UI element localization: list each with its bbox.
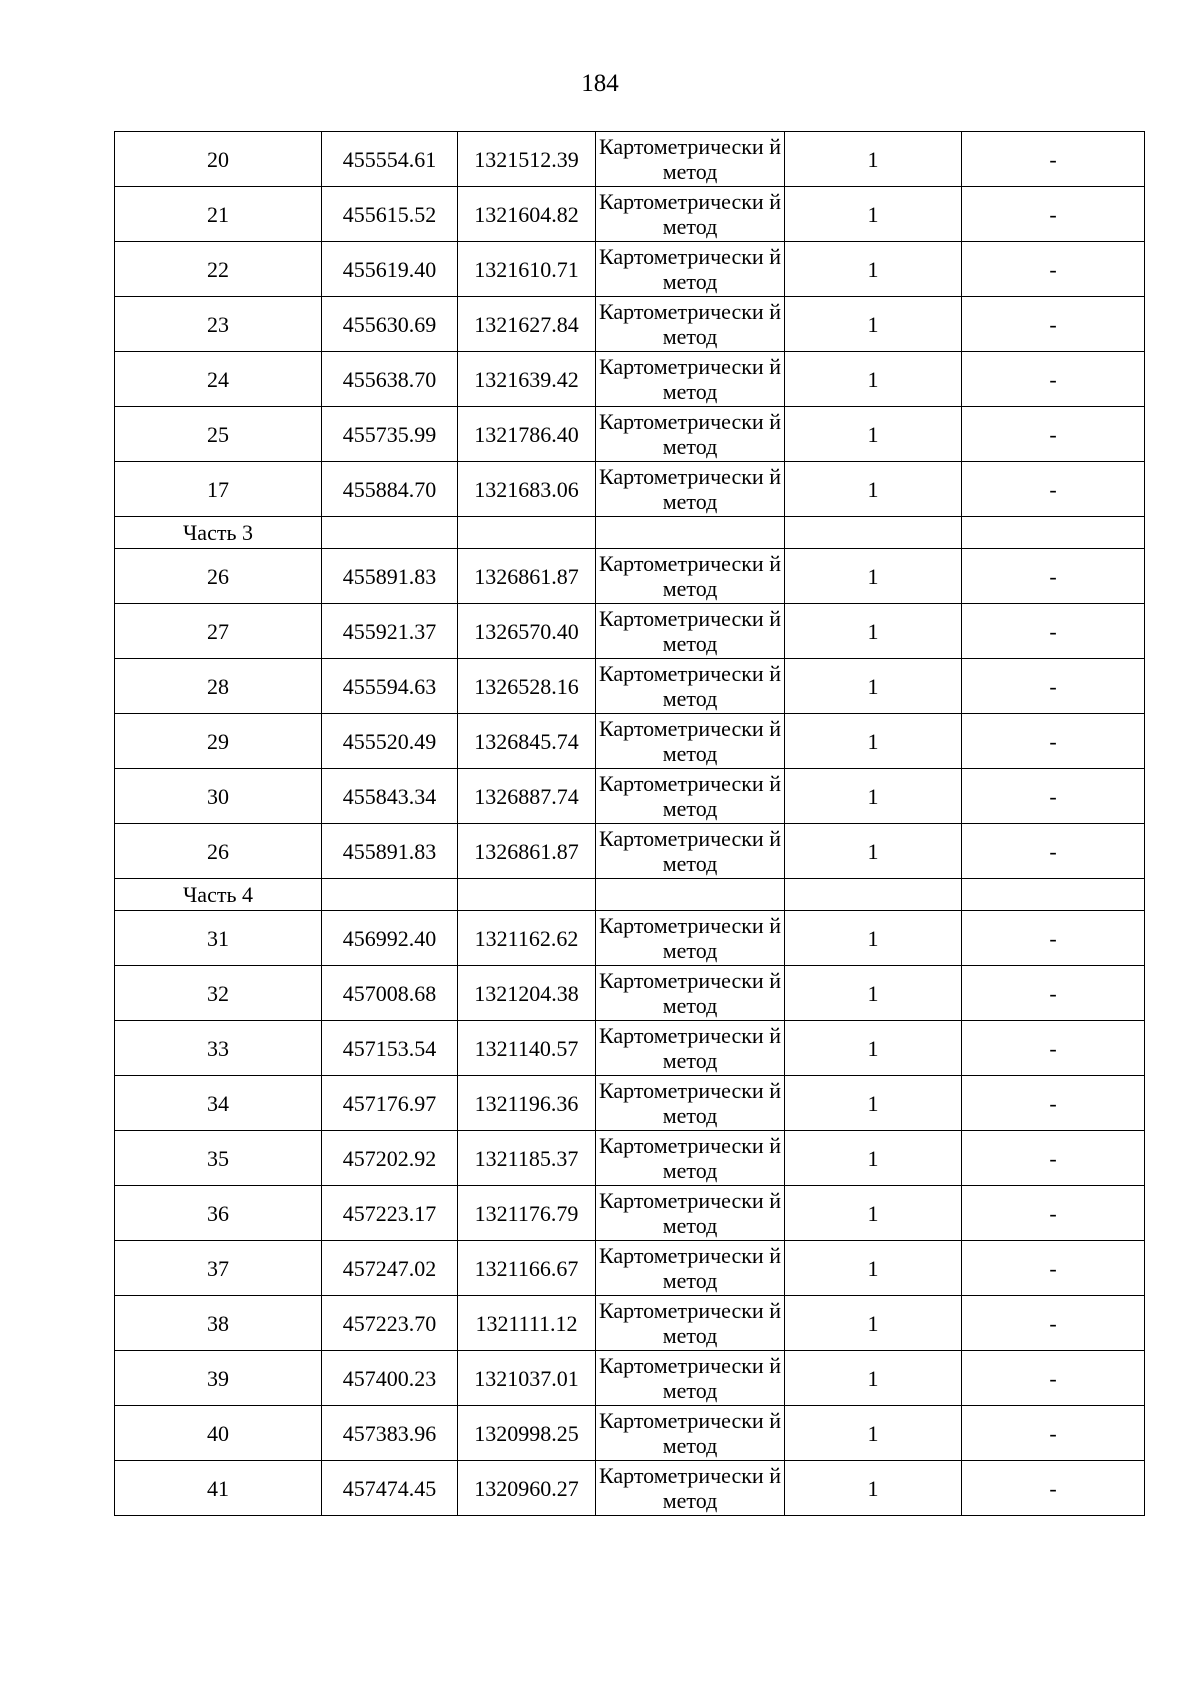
x-coordinate-cell: 455891.83 — [322, 824, 458, 879]
point-number-cell: 37 — [115, 1241, 322, 1296]
accuracy-cell: 1 — [785, 352, 962, 407]
table-row — [115, 659, 1145, 714]
x-coordinate-cell: 457223.17 — [322, 1186, 458, 1241]
method-cell: Картометрически й метод — [596, 604, 785, 659]
table-row — [115, 769, 1145, 824]
method-cell: Картометрически й метод — [596, 297, 785, 352]
point-number-cell: 24 — [115, 352, 322, 407]
y-coordinate-cell: 1321512.39 — [458, 132, 596, 187]
accuracy-cell: 1 — [785, 187, 962, 242]
point-number-cell: 33 — [115, 1021, 322, 1076]
point-number-cell: 25 — [115, 407, 322, 462]
method-cell: Картометрически й метод — [596, 769, 785, 824]
note-cell: - — [962, 1021, 1145, 1076]
accuracy-cell: 1 — [785, 911, 962, 966]
empty-cell — [458, 879, 596, 911]
accuracy-cell: 1 — [785, 966, 962, 1021]
y-coordinate-cell: 1321185.37 — [458, 1131, 596, 1186]
note-cell: - — [962, 187, 1145, 242]
part-header-row — [115, 879, 1145, 911]
note-cell: - — [962, 1296, 1145, 1351]
note-cell: - — [962, 769, 1145, 824]
note-cell: - — [962, 1186, 1145, 1241]
x-coordinate-cell: 455594.63 — [322, 659, 458, 714]
point-number-cell: 30 — [115, 769, 322, 824]
x-coordinate-cell: 457383.96 — [322, 1406, 458, 1461]
method-cell: Картометрически й метод — [596, 242, 785, 297]
table-row — [115, 1406, 1145, 1461]
point-number-cell: 41 — [115, 1461, 322, 1516]
point-number-cell: 28 — [115, 659, 322, 714]
part-header-row — [115, 517, 1145, 549]
y-coordinate-cell: 1326845.74 — [458, 714, 596, 769]
y-coordinate-cell: 1320960.27 — [458, 1461, 596, 1516]
note-cell: - — [962, 132, 1145, 187]
x-coordinate-cell: 455843.34 — [322, 769, 458, 824]
note-cell: - — [962, 407, 1145, 462]
accuracy-cell: 1 — [785, 1076, 962, 1131]
empty-cell — [322, 879, 458, 911]
point-number-cell: 22 — [115, 242, 322, 297]
point-number-cell: 26 — [115, 824, 322, 879]
table-row — [115, 604, 1145, 659]
y-coordinate-cell: 1321162.62 — [458, 911, 596, 966]
empty-cell — [458, 517, 596, 549]
empty-cell — [596, 517, 785, 549]
x-coordinate-cell: 455884.70 — [322, 462, 458, 517]
y-coordinate-cell: 1321683.06 — [458, 462, 596, 517]
note-cell: - — [962, 911, 1145, 966]
page-number: 184 — [581, 70, 619, 97]
table-row — [115, 1186, 1145, 1241]
table-row — [115, 966, 1145, 1021]
note-cell: - — [962, 462, 1145, 517]
method-cell: Картометрически й метод — [596, 352, 785, 407]
x-coordinate-cell: 457400.23 — [322, 1351, 458, 1406]
x-coordinate-cell: 456992.40 — [322, 911, 458, 966]
x-coordinate-cell: 455520.49 — [322, 714, 458, 769]
method-cell: Картометрически й метод — [596, 462, 785, 517]
table-row — [115, 1461, 1145, 1516]
note-cell: - — [962, 824, 1145, 879]
y-coordinate-cell: 1321204.38 — [458, 966, 596, 1021]
table-row — [115, 1296, 1145, 1351]
table-row — [115, 1021, 1145, 1076]
method-cell: Картометрически й метод — [596, 1131, 785, 1186]
note-cell: - — [962, 966, 1145, 1021]
method-cell: Картометрически й метод — [596, 1241, 785, 1296]
accuracy-cell: 1 — [785, 1241, 962, 1296]
table-row — [115, 824, 1145, 879]
accuracy-cell: 1 — [785, 604, 962, 659]
y-coordinate-cell: 1321639.42 — [458, 352, 596, 407]
part-label: Часть 3 — [115, 517, 322, 549]
point-number-cell: 29 — [115, 714, 322, 769]
y-coordinate-cell: 1321627.84 — [458, 297, 596, 352]
y-coordinate-cell: 1326861.87 — [458, 824, 596, 879]
note-cell: - — [962, 1406, 1145, 1461]
method-cell: Картометрически й метод — [596, 659, 785, 714]
point-number-cell: 23 — [115, 297, 322, 352]
table-row — [115, 407, 1145, 462]
y-coordinate-cell: 1326528.16 — [458, 659, 596, 714]
accuracy-cell: 1 — [785, 1296, 962, 1351]
method-cell: Картометрически й метод — [596, 187, 785, 242]
y-coordinate-cell: 1321196.36 — [458, 1076, 596, 1131]
note-cell: - — [962, 352, 1145, 407]
note-cell: - — [962, 1131, 1145, 1186]
point-number-cell: 35 — [115, 1131, 322, 1186]
accuracy-cell: 1 — [785, 1351, 962, 1406]
accuracy-cell: 1 — [785, 549, 962, 604]
x-coordinate-cell: 457223.70 — [322, 1296, 458, 1351]
note-cell: - — [962, 659, 1145, 714]
x-coordinate-cell: 455921.37 — [322, 604, 458, 659]
note-cell: - — [962, 604, 1145, 659]
method-cell: Картометрически й метод — [596, 1351, 785, 1406]
note-cell: - — [962, 549, 1145, 604]
point-number-cell: 40 — [115, 1406, 322, 1461]
x-coordinate-cell: 457474.45 — [322, 1461, 458, 1516]
x-coordinate-cell: 457176.97 — [322, 1076, 458, 1131]
x-coordinate-cell: 455735.99 — [322, 407, 458, 462]
x-coordinate-cell: 455638.70 — [322, 352, 458, 407]
point-number-cell: 39 — [115, 1351, 322, 1406]
table-row — [115, 1241, 1145, 1296]
y-coordinate-cell: 1321140.57 — [458, 1021, 596, 1076]
table-row — [115, 242, 1145, 297]
method-cell: Картометрически й метод — [596, 1461, 785, 1516]
x-coordinate-cell: 457153.54 — [322, 1021, 458, 1076]
empty-cell — [962, 517, 1145, 549]
x-coordinate-cell: 457008.68 — [322, 966, 458, 1021]
y-coordinate-cell: 1326861.87 — [458, 549, 596, 604]
note-cell: - — [962, 1351, 1145, 1406]
y-coordinate-cell: 1321610.71 — [458, 242, 596, 297]
accuracy-cell: 1 — [785, 132, 962, 187]
method-cell: Картометрически й метод — [596, 132, 785, 187]
accuracy-cell: 1 — [785, 1131, 962, 1186]
point-number-cell: 34 — [115, 1076, 322, 1131]
point-number-cell: 26 — [115, 549, 322, 604]
method-cell: Картометрически й метод — [596, 824, 785, 879]
y-coordinate-cell: 1321166.67 — [458, 1241, 596, 1296]
accuracy-cell: 1 — [785, 1461, 962, 1516]
point-number-cell: 27 — [115, 604, 322, 659]
method-cell: Картометрически й метод — [596, 1186, 785, 1241]
note-cell: - — [962, 1461, 1145, 1516]
accuracy-cell: 1 — [785, 1406, 962, 1461]
note-cell: - — [962, 1241, 1145, 1296]
point-number-cell: 32 — [115, 966, 322, 1021]
y-coordinate-cell: 1321176.79 — [458, 1186, 596, 1241]
y-coordinate-cell: 1321037.01 — [458, 1351, 596, 1406]
method-cell: Картометрически й метод — [596, 1021, 785, 1076]
point-number-cell: 21 — [115, 187, 322, 242]
table-row — [115, 462, 1145, 517]
x-coordinate-cell: 455891.83 — [322, 549, 458, 604]
point-number-cell: 20 — [115, 132, 322, 187]
method-cell: Картометрически й метод — [596, 549, 785, 604]
method-cell: Картометрически й метод — [596, 407, 785, 462]
accuracy-cell: 1 — [785, 242, 962, 297]
y-coordinate-cell: 1321111.12 — [458, 1296, 596, 1351]
note-cell: - — [962, 1076, 1145, 1131]
accuracy-cell: 1 — [785, 297, 962, 352]
point-number-cell: 31 — [115, 911, 322, 966]
method-cell: Картометрически й метод — [596, 1296, 785, 1351]
empty-cell — [596, 879, 785, 911]
table-row — [115, 549, 1145, 604]
y-coordinate-cell: 1321786.40 — [458, 407, 596, 462]
accuracy-cell: 1 — [785, 462, 962, 517]
method-cell: Картометрически й метод — [596, 714, 785, 769]
note-cell: - — [962, 297, 1145, 352]
table-row — [115, 1351, 1145, 1406]
table-row — [115, 297, 1145, 352]
table-row — [115, 132, 1145, 187]
accuracy-cell: 1 — [785, 407, 962, 462]
x-coordinate-cell: 457202.92 — [322, 1131, 458, 1186]
coordinates-table — [114, 131, 1145, 1516]
point-number-cell: 17 — [115, 462, 322, 517]
accuracy-cell: 1 — [785, 769, 962, 824]
empty-cell — [322, 517, 458, 549]
accuracy-cell: 1 — [785, 714, 962, 769]
x-coordinate-cell: 455630.69 — [322, 297, 458, 352]
x-coordinate-cell: 455615.52 — [322, 187, 458, 242]
table-row — [115, 187, 1145, 242]
coordinates-table-body — [115, 132, 1145, 1516]
accuracy-cell: 1 — [785, 659, 962, 714]
note-cell: - — [962, 714, 1145, 769]
y-coordinate-cell: 1326570.40 — [458, 604, 596, 659]
part-label: Часть 4 — [115, 879, 322, 911]
table-row — [115, 352, 1145, 407]
method-cell: Картометрически й метод — [596, 1406, 785, 1461]
x-coordinate-cell: 457247.02 — [322, 1241, 458, 1296]
x-coordinate-cell: 455619.40 — [322, 242, 458, 297]
y-coordinate-cell: 1326887.74 — [458, 769, 596, 824]
empty-cell — [962, 879, 1145, 911]
table-row — [115, 714, 1145, 769]
method-cell: Картометрически й метод — [596, 911, 785, 966]
method-cell: Картометрически й метод — [596, 966, 785, 1021]
accuracy-cell: 1 — [785, 1021, 962, 1076]
note-cell: - — [962, 242, 1145, 297]
accuracy-cell: 1 — [785, 824, 962, 879]
method-cell: Картометрически й метод — [596, 1076, 785, 1131]
table-row — [115, 911, 1145, 966]
x-coordinate-cell: 455554.61 — [322, 132, 458, 187]
accuracy-cell: 1 — [785, 1186, 962, 1241]
table-row — [115, 1076, 1145, 1131]
empty-cell — [785, 879, 962, 911]
point-number-cell: 36 — [115, 1186, 322, 1241]
point-number-cell: 38 — [115, 1296, 322, 1351]
empty-cell — [785, 517, 962, 549]
y-coordinate-cell: 1320998.25 — [458, 1406, 596, 1461]
y-coordinate-cell: 1321604.82 — [458, 187, 596, 242]
table-row — [115, 1131, 1145, 1186]
